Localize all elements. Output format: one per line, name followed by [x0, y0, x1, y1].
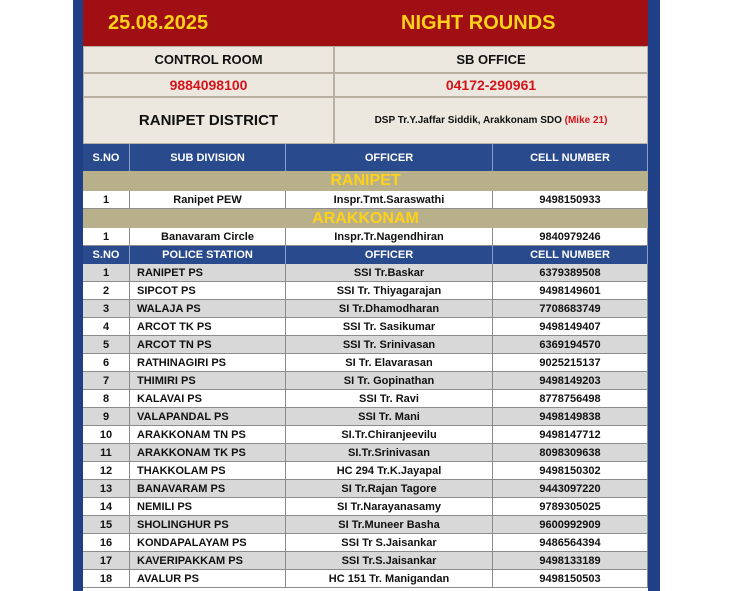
control-room-phone: 9884098100 — [83, 73, 334, 97]
row-cell-number: 9498150933 — [493, 191, 648, 208]
table-row — [83, 444, 648, 462]
table-row — [83, 408, 648, 426]
table-row — [83, 336, 648, 354]
row-officer: SSI Tr S.Jaisankar — [286, 534, 493, 551]
row-officer: SSI Tr. Ravi — [286, 390, 493, 407]
row-officer: SI.Tr.Srinivasan — [286, 444, 493, 461]
row-police-station: ARAKKONAM TN PS — [130, 426, 286, 443]
row-cell-number: 9498149203 — [493, 372, 648, 389]
row-sno: 16 — [83, 534, 130, 551]
sb-office-label: SB OFFICE — [334, 46, 648, 73]
row-cell-number: 9443097220 — [493, 480, 648, 497]
row-officer: SSI Tr.Baskar — [286, 264, 493, 281]
row-sno: 9 — [83, 408, 130, 425]
row-sno: 15 — [83, 516, 130, 533]
row-police-station: KONDAPALAYAM PS — [130, 534, 286, 551]
table-row — [83, 570, 648, 588]
row-cell-number: 6379389508 — [493, 264, 648, 281]
table-row — [83, 191, 648, 209]
row-officer: SSI Tr.S.Jaisankar — [286, 552, 493, 569]
duty-sheet-content — [83, 0, 648, 591]
row-cell-number: 7708683749 — [493, 300, 648, 317]
row-police-station: ARCOT TN PS — [130, 336, 286, 353]
row-sno: 8 — [83, 390, 130, 407]
row-sno: 7 — [83, 372, 130, 389]
row-sub-division: Banavaram Circle — [130, 228, 286, 245]
row-cell-number: 8778756498 — [493, 390, 648, 407]
duty-sheet — [73, 0, 660, 591]
row-cell-number: 9498150503 — [493, 570, 648, 587]
row-sno: 6 — [83, 354, 130, 371]
table-row — [83, 354, 648, 372]
row-sno: 4 — [83, 318, 130, 335]
row-police-station: WALAJA PS — [130, 300, 286, 317]
dsp-info — [334, 97, 648, 144]
row-sno: 18 — [83, 570, 130, 587]
control-room-label: CONTROL ROOM — [83, 46, 334, 73]
row-sno: 12 — [83, 462, 130, 479]
header-sub-division: SUB DIVISION — [130, 144, 286, 171]
district-name: RANIPET DISTRICT — [83, 97, 334, 144]
dsp-mike-code: (Mike 21) — [564, 115, 608, 126]
office-phones-row — [83, 73, 648, 97]
row-police-station: ARCOT TK PS — [130, 318, 286, 335]
row-cell-number: 6369194570 — [493, 336, 648, 353]
row-cell-number: 9789305025 — [493, 498, 648, 515]
row-officer: SSI Tr. Thiyagarajan — [286, 282, 493, 299]
table-row — [83, 516, 648, 534]
row-officer: Inspr.Tr.Nagendhiran — [286, 228, 493, 245]
row-police-station: RANIPET PS — [130, 264, 286, 281]
header-cell-number: CELL NUMBER — [493, 246, 648, 264]
table-row — [83, 282, 648, 300]
row-sno: 17 — [83, 552, 130, 569]
row-sno: 3 — [83, 300, 130, 317]
header-sno: S.NO — [83, 144, 130, 171]
header-cell-number: CELL NUMBER — [493, 144, 648, 171]
section-arakkonam — [83, 209, 648, 228]
sheet-title: NIGHT ROUNDS — [401, 11, 556, 34]
row-police-station: KALAVAI PS — [130, 390, 286, 407]
table-row — [83, 264, 648, 282]
row-cell-number: 9498150302 — [493, 462, 648, 479]
header-sno: S.NO — [83, 246, 130, 264]
station-table-header — [83, 246, 648, 264]
row-police-station: KAVERIPAKKAM PS — [130, 552, 286, 569]
header-officer: OFFICER — [286, 144, 493, 171]
sheet-date: 25.08.2025 — [108, 11, 209, 34]
header-police-station: POLICE STATION — [130, 246, 286, 264]
table-row — [83, 390, 648, 408]
sb-office-phone: 04172-290961 — [334, 73, 648, 97]
row-officer: SSI Tr. Srinivasan — [286, 336, 493, 353]
row-officer: SI Tr.Muneer Basha — [286, 516, 493, 533]
row-cell-number: 9498133189 — [493, 552, 648, 569]
district-row — [83, 97, 648, 144]
row-officer: SI Tr. Gopinathan — [286, 372, 493, 389]
row-sno: 11 — [83, 444, 130, 461]
row-police-station: VALAPANDAL PS — [130, 408, 286, 425]
section-title: ARAKKONAM — [312, 209, 419, 227]
row-cell-number: 9498149407 — [493, 318, 648, 335]
row-sno: 1 — [83, 191, 130, 208]
row-police-station: THAKKOLAM PS — [130, 462, 286, 479]
row-sub-division: Ranipet PEW — [130, 191, 286, 208]
row-police-station: AVALUR PS — [130, 570, 286, 587]
row-cell-number: 9486564394 — [493, 534, 648, 551]
row-cell-number: 9025215137 — [493, 354, 648, 371]
row-police-station: RATHINAGIRI PS — [130, 354, 286, 371]
row-cell-number: 9498149601 — [493, 282, 648, 299]
row-sno: 2 — [83, 282, 130, 299]
row-cell-number: 9498147712 — [493, 426, 648, 443]
section-title: RANIPET — [330, 172, 401, 189]
row-police-station: SIPCOT PS — [130, 282, 286, 299]
dsp-name: DSP Tr.Y.Jaffar Siddik, Arakkonam SDO — [374, 115, 562, 126]
table-row — [83, 480, 648, 498]
row-officer: HC 151 Tr. Manigandan — [286, 570, 493, 587]
office-labels-row — [83, 46, 648, 73]
header-officer: OFFICER — [286, 246, 493, 264]
row-officer: SI Tr.Narayanasamy — [286, 498, 493, 515]
row-cell-number: 8098309638 — [493, 444, 648, 461]
table-row — [83, 318, 648, 336]
table-row — [83, 498, 648, 516]
section-ranipet — [83, 171, 648, 191]
row-cell-number: 9840979246 — [493, 228, 648, 245]
row-sno: 10 — [83, 426, 130, 443]
row-police-station: BANAVARAM PS — [130, 480, 286, 497]
row-officer: SI Tr. Elavarasan — [286, 354, 493, 371]
row-cell-number: 9600992909 — [493, 516, 648, 533]
row-officer: SSI Tr. Sasikumar — [286, 318, 493, 335]
table-row — [83, 300, 648, 318]
row-sno: 1 — [83, 264, 130, 281]
row-police-station: SHOLINGHUR PS — [130, 516, 286, 533]
row-police-station: THIMIRI PS — [130, 372, 286, 389]
sheet-header — [83, 0, 648, 46]
row-officer: Inspr.Tmt.Saraswathi — [286, 191, 493, 208]
sub-division-table-header — [83, 144, 648, 171]
row-officer: SI.Tr.Chiranjeevilu — [286, 426, 493, 443]
table-row — [83, 228, 648, 246]
row-cell-number: 9498149838 — [493, 408, 648, 425]
table-row — [83, 462, 648, 480]
row-officer: SI Tr.Dhamodharan — [286, 300, 493, 317]
row-sno: 5 — [83, 336, 130, 353]
row-officer: SI Tr.Rajan Tagore — [286, 480, 493, 497]
row-officer: SSI Tr. Mani — [286, 408, 493, 425]
row-sno: 14 — [83, 498, 130, 515]
table-row — [83, 534, 648, 552]
row-sno: 1 — [83, 228, 130, 245]
table-row — [83, 426, 648, 444]
table-row — [83, 552, 648, 570]
row-police-station: ARAKKONAM TK PS — [130, 444, 286, 461]
row-sno: 13 — [83, 480, 130, 497]
row-police-station: NEMILI PS — [130, 498, 286, 515]
table-row — [83, 372, 648, 390]
row-officer: HC 294 Tr.K.Jayapal — [286, 462, 493, 479]
